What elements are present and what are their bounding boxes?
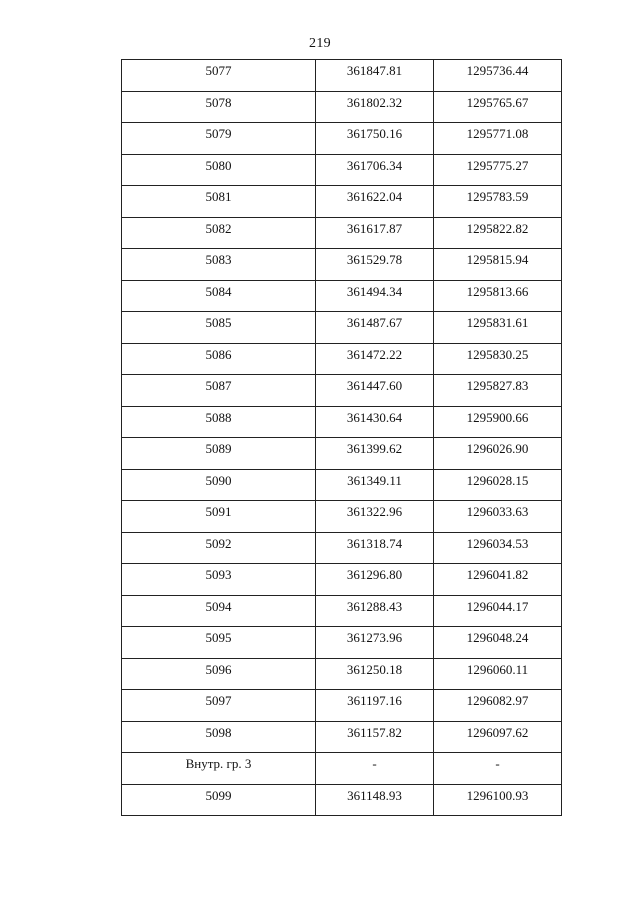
x-coordinate-text: 361487.67 xyxy=(346,315,403,330)
y-coordinate-cell xyxy=(434,627,562,659)
y-coordinate-cell xyxy=(434,186,562,218)
x-coordinate-text: 361250.18 xyxy=(346,661,403,677)
table-row xyxy=(122,123,562,155)
y-coordinate-text: 1296041.82 xyxy=(466,567,529,582)
point-number-cell xyxy=(122,627,316,659)
x-coordinate-text: 361706.34 xyxy=(346,157,403,173)
y-coordinate-text: 1296060.11 xyxy=(466,661,529,677)
y-coordinate-cell xyxy=(434,91,562,123)
point-number-text: 5080 xyxy=(205,157,232,173)
x-coordinate-cell xyxy=(316,532,434,564)
point-number-text: 5098 xyxy=(205,724,232,740)
y-coordinate-cell xyxy=(434,154,562,186)
x-coordinate-cell xyxy=(316,375,434,407)
y-coordinate-cell xyxy=(434,249,562,281)
y-coordinate-cell xyxy=(434,469,562,501)
point-number-text: Внутр. гр. 3 xyxy=(185,756,252,771)
table-row xyxy=(122,343,562,375)
point-number-cell xyxy=(122,469,316,501)
point-number-text: 5093 xyxy=(205,567,232,582)
y-coordinate-text: 1295900.66 xyxy=(466,409,529,425)
point-number-cell xyxy=(122,532,316,564)
x-coordinate-cell xyxy=(316,154,434,186)
point-number-text: 5095 xyxy=(205,630,232,645)
point-number-text: 5096 xyxy=(205,661,232,677)
table-row xyxy=(122,375,562,407)
y-coordinate-text: 1296100.93 xyxy=(466,787,529,803)
point-number-text: 5092 xyxy=(205,535,232,551)
point-number-text: 5099 xyxy=(205,787,232,803)
point-number-text: 5094 xyxy=(205,598,232,614)
x-coordinate-cell xyxy=(316,406,434,438)
table-row xyxy=(122,721,562,753)
table-row xyxy=(122,91,562,123)
point-number-cell xyxy=(122,690,316,722)
y-coordinate-cell xyxy=(434,501,562,533)
y-coordinate-cell xyxy=(434,60,562,92)
point-number-text: 5077 xyxy=(205,63,232,78)
point-number-cell xyxy=(122,375,316,407)
table-row xyxy=(122,406,562,438)
y-coordinate-cell xyxy=(434,343,562,375)
x-coordinate-cell xyxy=(316,595,434,627)
table-row xyxy=(122,532,562,564)
table-row xyxy=(122,595,562,627)
y-coordinate-cell xyxy=(434,123,562,155)
coordinates-table xyxy=(121,59,562,816)
x-coordinate-cell xyxy=(316,186,434,218)
point-number-text: 5085 xyxy=(205,315,232,330)
point-number-cell xyxy=(122,784,316,816)
table-row xyxy=(122,627,562,659)
x-coordinate-text: 361322.96 xyxy=(346,504,403,519)
table-row xyxy=(122,690,562,722)
point-number-text: 5082 xyxy=(205,220,232,236)
x-coordinate-cell xyxy=(316,658,434,690)
y-coordinate-cell xyxy=(434,753,562,785)
y-coordinate-text: 1296048.24 xyxy=(466,630,529,645)
coordinates-table-body xyxy=(122,60,562,816)
table-row xyxy=(122,154,562,186)
point-number-cell xyxy=(122,343,316,375)
y-coordinate-text: 1296044.17 xyxy=(466,598,529,614)
y-coordinate-cell xyxy=(434,564,562,596)
point-number-cell xyxy=(122,753,316,785)
x-coordinate-text: 361472.22 xyxy=(346,346,403,362)
x-coordinate-cell xyxy=(316,217,434,249)
x-coordinate-text: 361318.74 xyxy=(346,535,403,551)
table-row xyxy=(122,217,562,249)
y-coordinate-text: 1295765.67 xyxy=(466,94,529,110)
y-coordinate-text: 1296026.90 xyxy=(466,441,529,456)
x-coordinate-cell xyxy=(316,60,434,92)
y-coordinate-text: 1295736.44 xyxy=(466,63,529,78)
y-coordinate-text: 1295813.66 xyxy=(466,283,529,299)
table-row xyxy=(122,438,562,470)
x-coordinate-cell xyxy=(316,784,434,816)
x-coordinate-text: 361349.11 xyxy=(347,472,402,488)
point-number-text: 5081 xyxy=(205,189,232,204)
table-row xyxy=(122,753,562,785)
point-number-cell xyxy=(122,406,316,438)
table-row xyxy=(122,312,562,344)
x-coordinate-text: 361288.43 xyxy=(346,598,403,614)
x-coordinate-text: 361197.16 xyxy=(347,693,402,708)
point-number-cell xyxy=(122,438,316,470)
point-number-cell xyxy=(122,658,316,690)
point-number-text: 5079 xyxy=(205,126,232,141)
point-number-text: 5086 xyxy=(205,346,232,362)
x-coordinate-text: 361847.81 xyxy=(346,63,403,78)
y-coordinate-cell xyxy=(434,690,562,722)
point-number-text: 5089 xyxy=(205,441,232,456)
x-coordinate-text: 361447.60 xyxy=(346,378,403,393)
x-coordinate-text: - xyxy=(372,756,377,771)
y-coordinate-cell xyxy=(434,532,562,564)
point-number-text: 5091 xyxy=(205,504,232,519)
x-coordinate-cell xyxy=(316,249,434,281)
y-coordinate-text: 1296028.15 xyxy=(466,472,529,488)
y-coordinate-cell xyxy=(434,438,562,470)
y-coordinate-text: - xyxy=(495,756,500,771)
x-coordinate-cell xyxy=(316,753,434,785)
x-coordinate-text: 361430.64 xyxy=(346,409,403,425)
point-number-text: 5090 xyxy=(205,472,232,488)
y-coordinate-text: 1296034.53 xyxy=(466,535,529,551)
x-coordinate-text: 361296.80 xyxy=(346,567,403,582)
point-number-text: 5097 xyxy=(205,693,232,708)
point-number-text: 5088 xyxy=(205,409,232,425)
point-number-cell xyxy=(122,249,316,281)
point-number-cell xyxy=(122,564,316,596)
y-coordinate-cell xyxy=(434,658,562,690)
table-row xyxy=(122,280,562,312)
x-coordinate-cell xyxy=(316,690,434,722)
x-coordinate-text: 361529.78 xyxy=(346,252,403,267)
y-coordinate-text: 1296082.97 xyxy=(466,693,529,708)
x-coordinate-cell xyxy=(316,91,434,123)
point-number-cell xyxy=(122,312,316,344)
x-coordinate-cell xyxy=(316,123,434,155)
y-coordinate-text: 1296097.62 xyxy=(466,724,529,740)
point-number-cell xyxy=(122,721,316,753)
y-coordinate-text: 1296033.63 xyxy=(466,504,529,519)
table-row xyxy=(122,564,562,596)
point-number-cell xyxy=(122,123,316,155)
table-row xyxy=(122,469,562,501)
table-row xyxy=(122,60,562,92)
point-number-cell xyxy=(122,60,316,92)
y-coordinate-text: 1295783.59 xyxy=(466,189,529,204)
x-coordinate-text: 361273.96 xyxy=(346,630,403,645)
y-coordinate-cell xyxy=(434,406,562,438)
point-number-text: 5083 xyxy=(205,252,232,267)
point-number-cell xyxy=(122,280,316,312)
x-coordinate-cell xyxy=(316,501,434,533)
x-coordinate-text: 361802.32 xyxy=(346,94,403,110)
x-coordinate-text: 361622.04 xyxy=(346,189,403,204)
x-coordinate-cell xyxy=(316,438,434,470)
y-coordinate-text: 1295815.94 xyxy=(466,252,529,267)
x-coordinate-text: 361148.93 xyxy=(347,787,402,803)
point-number-text: 5084 xyxy=(205,283,232,299)
y-coordinate-text: 1295830.25 xyxy=(466,346,529,362)
y-coordinate-text: 1295775.27 xyxy=(466,157,529,173)
point-number-cell xyxy=(122,595,316,627)
table-row xyxy=(122,784,562,816)
y-coordinate-cell xyxy=(434,784,562,816)
y-coordinate-cell xyxy=(434,217,562,249)
point-number-cell xyxy=(122,217,316,249)
point-number-text: 5087 xyxy=(205,378,232,393)
y-coordinate-cell xyxy=(434,312,562,344)
table-row xyxy=(122,186,562,218)
x-coordinate-text: 361750.16 xyxy=(346,126,403,141)
page-number: 219 xyxy=(309,36,331,51)
y-coordinate-cell xyxy=(434,721,562,753)
table-row xyxy=(122,658,562,690)
x-coordinate-cell xyxy=(316,564,434,596)
point-number-cell xyxy=(122,186,316,218)
x-coordinate-text: 361494.34 xyxy=(346,283,403,299)
y-coordinate-text: 1295831.61 xyxy=(466,315,529,330)
x-coordinate-text: 361617.87 xyxy=(346,220,403,236)
y-coordinate-text: 1295827.83 xyxy=(466,378,529,393)
point-number-cell xyxy=(122,91,316,123)
x-coordinate-cell xyxy=(316,343,434,375)
point-number-cell xyxy=(122,501,316,533)
x-coordinate-text: 361399.62 xyxy=(346,441,403,456)
x-coordinate-cell xyxy=(316,312,434,344)
x-coordinate-cell xyxy=(316,721,434,753)
point-number-text: 5078 xyxy=(205,94,232,110)
x-coordinate-cell xyxy=(316,280,434,312)
point-number-cell xyxy=(122,154,316,186)
table-row xyxy=(122,501,562,533)
table-row xyxy=(122,249,562,281)
y-coordinate-text: 1295822.82 xyxy=(466,220,529,236)
x-coordinate-cell xyxy=(316,627,434,659)
x-coordinate-text: 361157.82 xyxy=(347,724,402,740)
y-coordinate-cell xyxy=(434,280,562,312)
x-coordinate-cell xyxy=(316,469,434,501)
y-coordinate-cell xyxy=(434,375,562,407)
y-coordinate-text: 1295771.08 xyxy=(466,126,529,141)
y-coordinate-cell xyxy=(434,595,562,627)
